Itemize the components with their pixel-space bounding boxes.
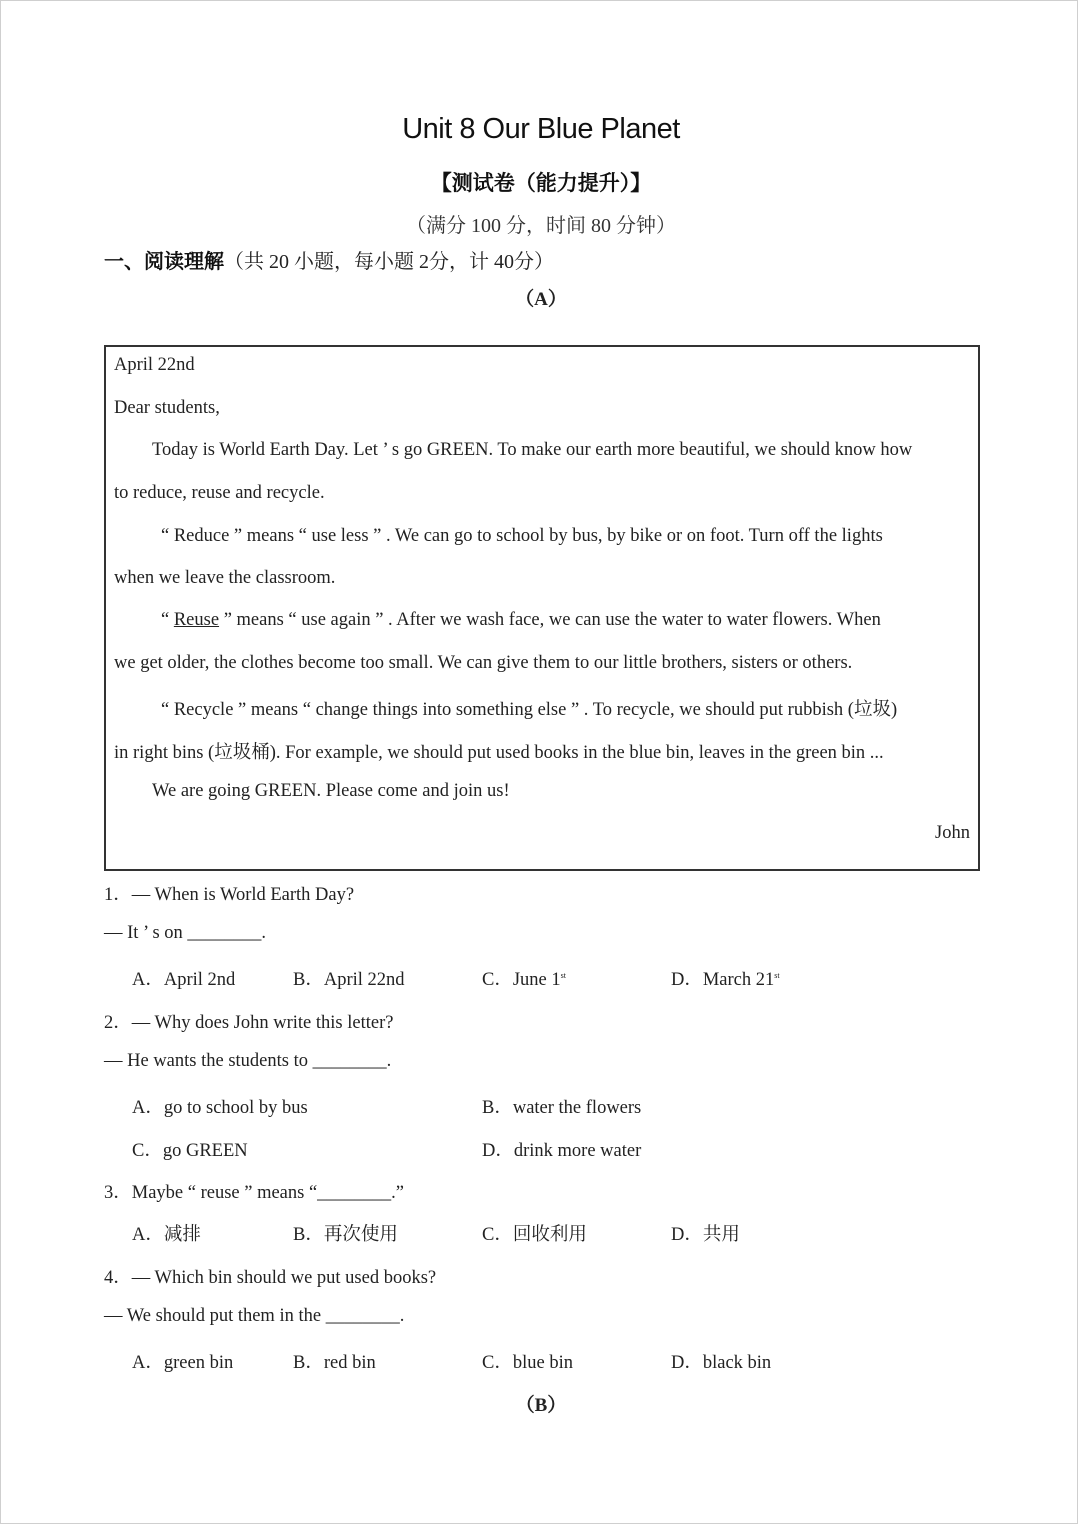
letter-p4-line1: “ Recycle ” means “ change things into something else ” . To recycle, we should put rubbish (垃圾) (161, 700, 898, 720)
q3-option-d: D．共用 (671, 1225, 740, 1245)
question-2-answer-line: — He wants the students to ________. (104, 1051, 392, 1071)
part-b-label: （B） (515, 1395, 567, 1416)
part-a-label: （A） (515, 289, 567, 310)
letter-p4-line2: in right bins (垃圾桶). For example, we should put used books in the blue bin, leaves in the green bin ... (114, 743, 884, 763)
q1-option-a: A．April 2nd (132, 970, 236, 990)
letter-p5: We are going GREEN. Please come and join us! (152, 781, 510, 801)
question-1-answer-line: — It ’ s on ________. (104, 923, 267, 943)
section-info: （共 20 小题，每小题 2分，计 40分） (224, 251, 554, 273)
q4-option-a: A．green bin (132, 1353, 234, 1373)
q4-option-c: C．blue bin (482, 1353, 573, 1373)
q4-option-b: B．red bin (293, 1353, 376, 1373)
q3-option-a: A．减排 (132, 1225, 201, 1245)
q2-option-a: A．go to school by bus (132, 1098, 308, 1118)
letter-p1-line2: to reduce, reuse and recycle. (114, 483, 325, 503)
q2-option-c: C．go GREEN (132, 1141, 248, 1161)
q3-option-b: B．再次使用 (293, 1225, 398, 1245)
letter-p2-line2: when we leave the classroom. (114, 568, 336, 588)
letter-signature: John (935, 823, 970, 843)
q3-option-c: C．回收利用 (482, 1225, 587, 1245)
q2-option-b: B．water the flowers (482, 1098, 642, 1118)
letter-p3-line1: “ Reuse ” means “ use again ” . After we wash face, we can use the water to water flowers. When (161, 610, 881, 630)
question-4-answer-line: — We should put them in the ________. (104, 1306, 405, 1326)
letter-greeting: Dear students, (114, 398, 220, 418)
letter-p2-line1: “ Reduce ” means “ use less ” . We can go to school by bus, by bike or on foot. Turn off the lights (161, 526, 883, 546)
question-1: 1．— When is World Earth Day? (104, 885, 355, 905)
q1-option-b: B．April 22nd (293, 970, 405, 990)
question-2: 2．— Why does John write this letter? (104, 1013, 394, 1033)
q1-option-c: C．June 1st (482, 970, 566, 990)
section-heading (104, 245, 554, 274)
page-title: Unit 8 Our Blue Planet (402, 113, 680, 145)
letter-date: April 22nd (114, 355, 195, 375)
q4-option-d: D．black bin (671, 1353, 772, 1373)
section-label: 一、阅读理解 (104, 251, 224, 273)
score-time-line: （满分 100 分，时间 80 分钟） (406, 215, 676, 237)
reuse-underlined-word: Reuse (173, 610, 220, 630)
q1-option-d: D．March 21st (671, 970, 780, 990)
question-3: 3．Maybe “ reuse ” means “________.” (104, 1183, 405, 1203)
letter-p1-line1: Today is World Earth Day. Let ’ s go GREEN. To make our earth more beautiful, we should know how (152, 440, 913, 460)
q2-option-d: D．drink more water (482, 1141, 642, 1161)
question-4: 4．— Which bin should we put used books? (104, 1268, 437, 1288)
test-subtitle: 【测试卷（能力提升）】 (430, 171, 652, 195)
letter-p3-line2: we get older, the clothes become too small. We can give them to our little brothers, sisters or others. (114, 653, 853, 673)
